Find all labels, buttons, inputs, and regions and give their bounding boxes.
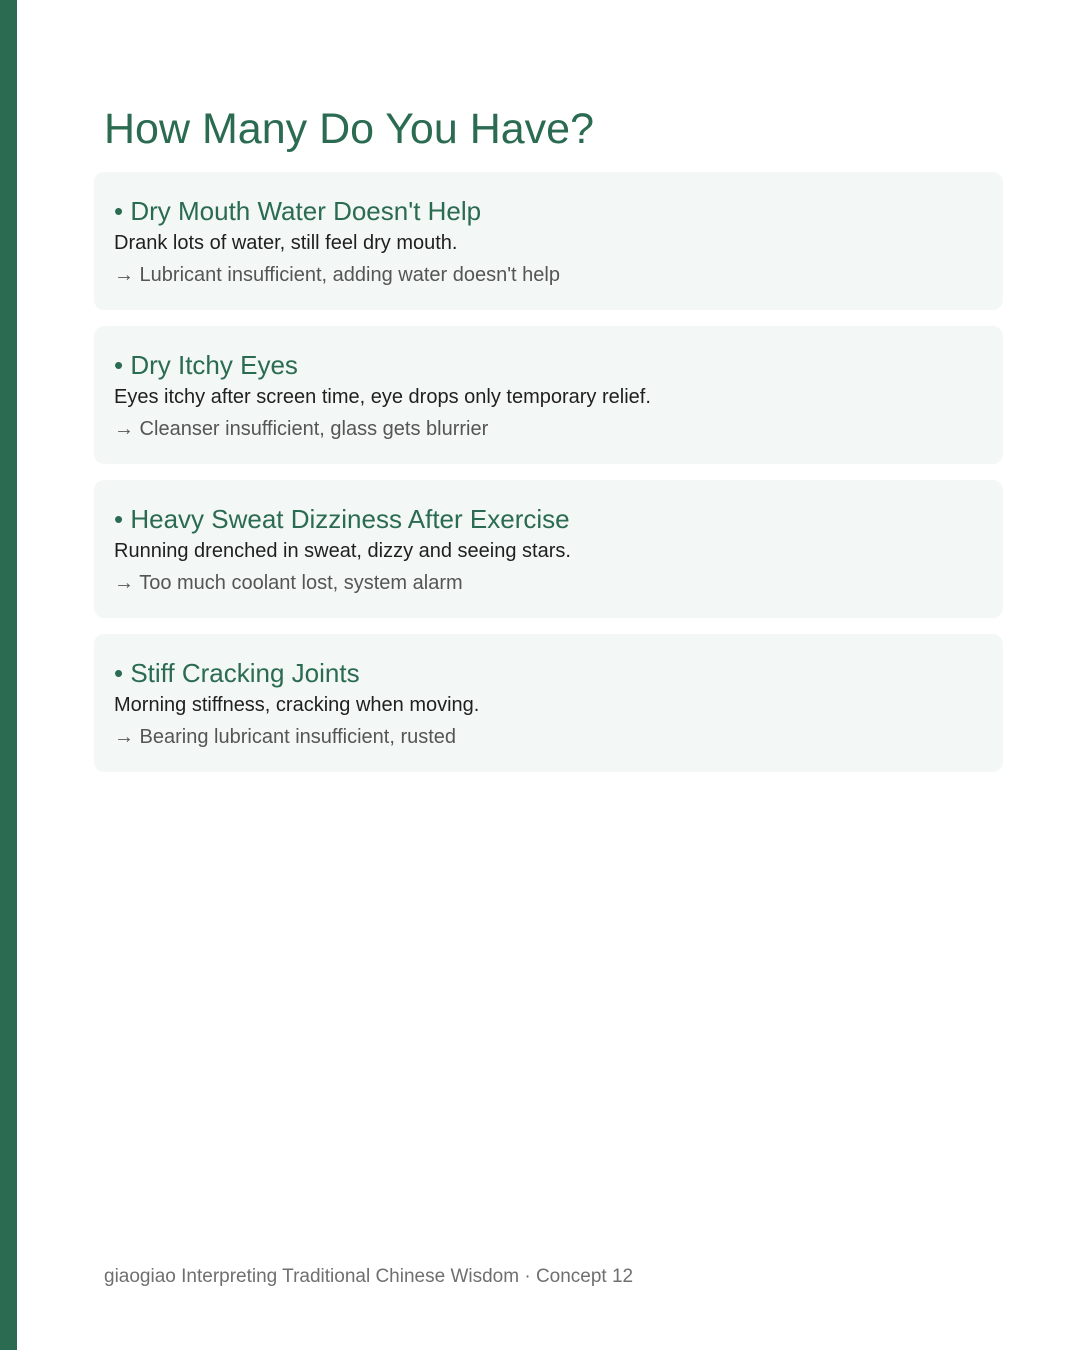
card-heading: • Dry Mouth Water Doesn't Help (114, 196, 482, 226)
card-note: → Bearing lubricant insufficient, rusted (114, 726, 457, 748)
symptom-card-heavy-sweat (94, 480, 1003, 618)
card-heading: • Stiff Cracking Joints (114, 658, 360, 688)
card-description: Morning stiffness, cracking when moving. (114, 694, 480, 716)
card-description: Running drenched in sweat, dizzy and seeing stars. (114, 540, 571, 562)
symptom-card-stiff-joints (94, 634, 1003, 772)
card-note: → Cleanser insufficient, glass gets blurrier (114, 418, 489, 440)
card-description: Eyes itchy after screen time, eye drops only temporary relief. (114, 386, 651, 408)
page-title: How Many Do You Have? (104, 105, 595, 153)
card-heading: • Heavy Sweat Dizziness After Exercise (114, 504, 570, 534)
left-accent-bar (0, 0, 17, 1350)
symptom-card-dry-mouth (94, 172, 1003, 310)
card-heading: • Dry Itchy Eyes (114, 350, 298, 380)
card-description: Drank lots of water, still feel dry mouth. (114, 232, 458, 254)
symptom-card-list (94, 172, 1003, 788)
symptom-card-dry-eyes (94, 326, 1003, 464)
card-note: → Lubricant insufficient, adding water doesn't help (114, 264, 560, 286)
card-note: → Too much coolant lost, system alarm (114, 572, 463, 594)
page-footer: giaogiao Interpreting Traditional Chinese Wisdom · Concept 12 (104, 1266, 634, 1287)
